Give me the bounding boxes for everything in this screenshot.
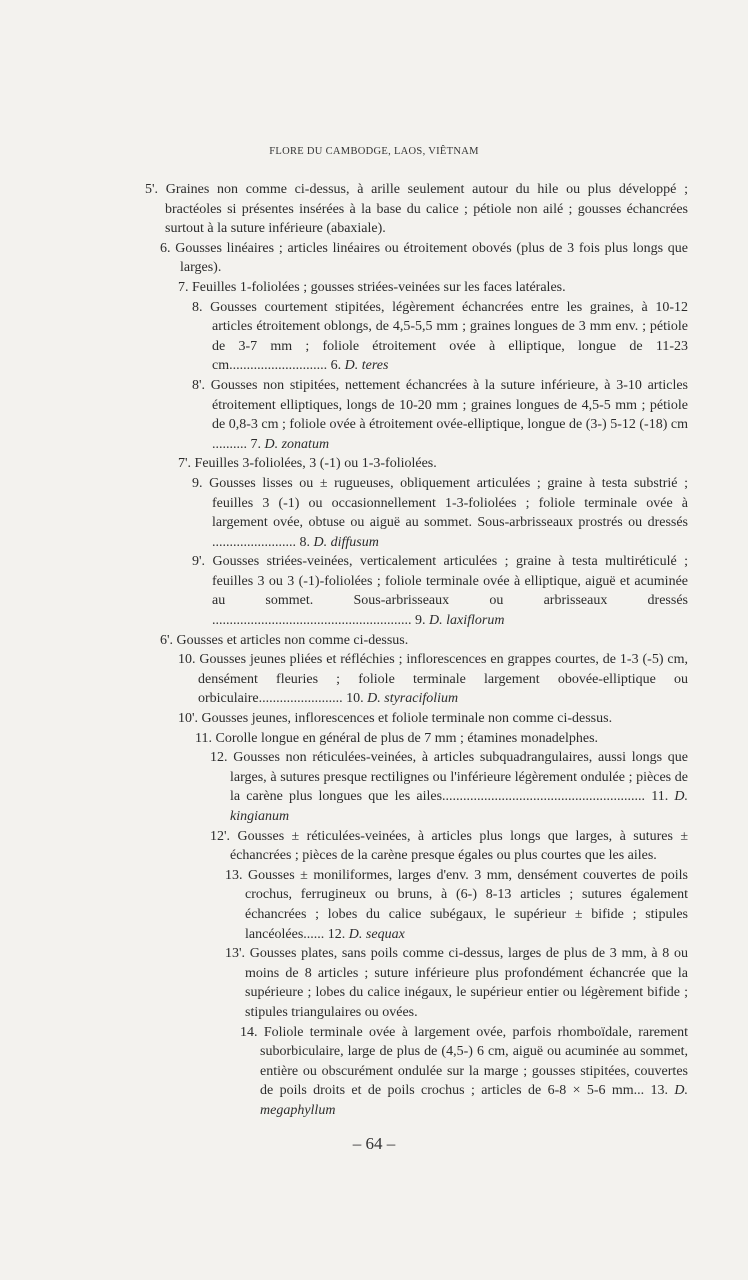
- key-entry-5b: 5'. Graines non comme ci-dessus, à arille seulement autour du hile ou plus développé ; bractéoles si présentes insérées à la base du calice ; pétiole non ailé ; gousses échancrées surtout à la suture inférieure (abaxiale).: [145, 182, 689, 237]
- key-entry-9b: 9'. Gousses striées-veinées, verticalement articulées ; graine à testa multiréticulé ; feuilles 3 ou 3 (-1)-foliolées ; foliole terminale ovée à elliptique, aiguë et acuminée au sommet. Sous-arbrisseaux ou arbrisseaux dressés ......................................................... 9. D. laxiflorum: [192, 554, 688, 629]
- identification-key: [0, 180, 748, 1121]
- key-entry-10b: 10'. Gousses jeunes, inflorescences et foliole terminale non comme ci-dessus.: [178, 711, 613, 727]
- key-entry-8: 8. Gousses courtement stipitées, légèrement échancrées entre les graines, à 10-12 articles étroitement oblongs, de 4,5-5,5 mm ; graines longues de 3 mm env. ; pétiole de 3-7 mm ; foliole étroitement ovée à elliptique, longue de 11-23 cm............................ 6. D. teres: [192, 299, 688, 374]
- key-entry-12b: 12'. Gousses ± réticulées-veinées, à articles plus longs que larges, à sutures ± échancrées ; pièces de la carène presque égales ou plus courtes que les ailes.: [210, 828, 689, 864]
- key-entry-6: 6. Gousses linéaires ; articles linéaires ou étroitement obovés (plus de 3 fois plus longs que larges).: [160, 240, 689, 276]
- key-entry-13: 13. Gousses ± moniliformes, larges d'env. 3 mm, densément couvertes de poils crochus, ferrugineux ou bruns, à (6-) 8-13 articles ; sutures également échancrées ; lobes du calice subégaux, le supérieur ± bifide ; stipules lancéolées...... 12. D. sequax: [225, 867, 688, 942]
- key-entry-10: 10. Gousses jeunes pliées et réfléchies ; inflorescences en grappes courtes, de 1-3 (-5) cm, densément fleuries ; foliole terminale largement obovée-elliptique ou orbiculaire........................ 10. D. styracifolium: [178, 652, 688, 707]
- key-entry-7: 7. Feuilles 1-foliolées ; gousses striées-veinées sur les faces latérales.: [178, 279, 566, 295]
- taxon-name: D. teres: [344, 358, 389, 374]
- taxon-name: D. diffusum: [313, 534, 379, 550]
- key-entry-9: 9. Gousses lisses ou ± rugueuses, obliquement articulées ; graine à testa substrié ; feuilles 3 (-1) ou occasionnellement 1-3-foliolées ; foliole terminale ovée à largement ovée, obtuse ou aiguë au sommet. Sous-arbrisseaux prostrés ou dressés ........................ 8. D. diffusum: [192, 475, 688, 550]
- taxon-name: D. styracifolium: [367, 691, 459, 707]
- taxon-name: D. kingianum: [230, 789, 689, 824]
- taxon-name: D. zonatum: [264, 436, 330, 452]
- key-entry-13b: 13'. Gousses plates, sans poils comme ci-dessus, larges de plus de 3 mm, à 8 ou moins de 8 articles ; suture inférieure plus profondément échancrée que la supérieure ; lobes du calice inégaux, le supérieur entier ou légèrement bifide ; stipules triangulaires ou ovées.: [225, 946, 689, 1020]
- running-header: FLORE DU CAMBODGE, LAOS, VIÊTNAM: [269, 146, 479, 157]
- taxon-name: D. laxiflorum: [429, 613, 505, 629]
- key-entry-7b: 7'. Feuilles 3-foliolées, 3 (-1) ou 1-3-foliolées.: [178, 456, 437, 472]
- key-entry-11: 11. Corolle longue en général de plus de 7 mm ; étamines monadelphes.: [195, 730, 599, 746]
- taxon-name: D. sequax: [348, 926, 405, 942]
- key-entry-14: 14. Foliole terminale ovée à largement ovée, parfois rhomboïdale, rarement suborbiculaire, large de plus de (4,5-) 6 cm, aiguë ou acuminée au sommet, entière ou obscurément ondulée sur la marge ; gousses stipitées, couvertes de poils droits et de poils crochus ; articles de 6-8 × 5-6 mm... 13. D. megaphyllum: [240, 1024, 689, 1118]
- taxon-name: D. megaphyllum: [260, 1083, 689, 1118]
- page-number: – 64 –: [352, 1134, 396, 1153]
- key-entry-12: 12. Gousses non réticulées-veinées, à articles subquadrangulaires, aussi longs que larges, à sutures presque rectilignes ou l'inférieure légèrement ondulée ; pièces de la carène plus longues que les ailes.......................................................... 11. D. kingianum: [210, 750, 689, 824]
- key-entry-8b: 8'. Gousses non stipitées, nettement échancrées à la suture inférieure, à 3-10 articles étroitement elliptiques, longs de 10-20 mm ; graines longues de 4,5-5 mm ; pétiole de 0,8-3 cm ; foliole ovée à étroitement ovée-elliptique, longue de (3-) 5-12 (-18) cm .......... 7. D. zonatum: [192, 377, 688, 452]
- key-entry-6b: 6'. Gousses et articles non comme ci-dessus.: [160, 632, 409, 648]
